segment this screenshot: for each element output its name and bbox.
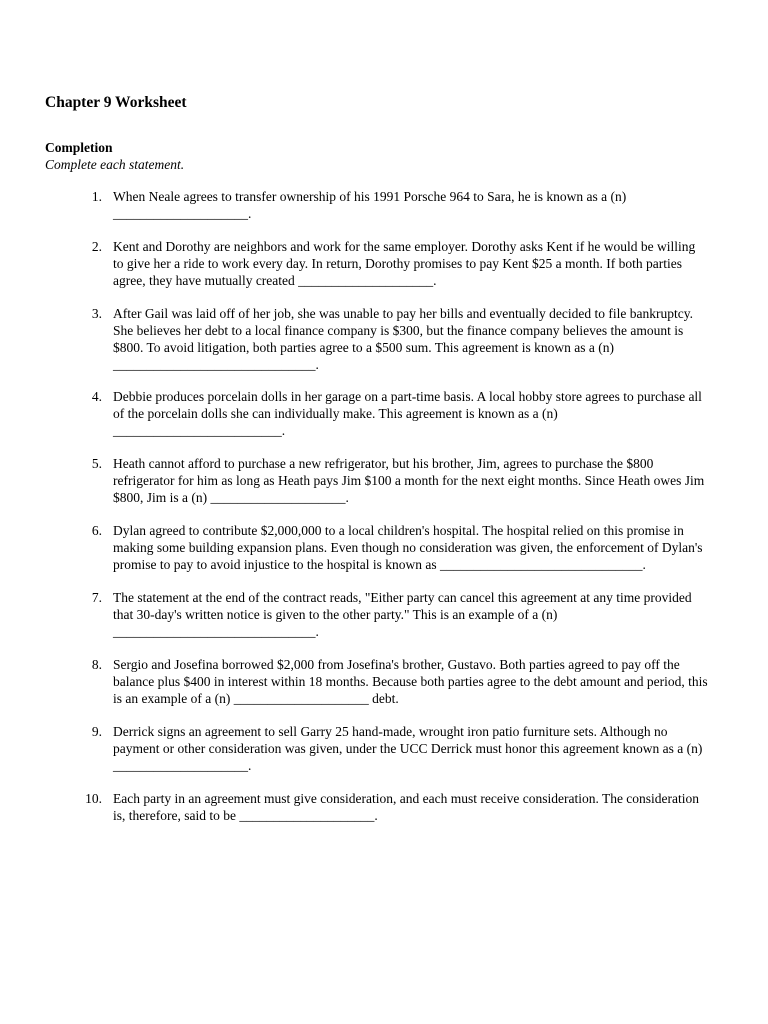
question-number: 1. (91, 189, 102, 204)
question-number: 2. (91, 239, 102, 254)
question-text (113, 188, 725, 222)
question-text (113, 238, 725, 289)
question-line: Sergio and Josefina borrowed $2,000 from Josefina's brother, Gustavo. Both parties agreed to pay off the (113, 657, 680, 672)
question-number: 7. (91, 590, 102, 605)
question-line: that 30-day's written notice is given to the other party." This is an example of a (n) (113, 607, 558, 622)
question-number: 10. (85, 791, 102, 806)
question-line: After Gail was laid off of her job, she was unable to pay her bills and eventually decided to file bankruptcy. (113, 306, 693, 321)
question-line: making some building expansion plans. Even though no consideration was given, the enforcement of Dylan's (113, 540, 703, 555)
question-line: payment or other consideration was given, under the UCC Derrick must honor this agreement known as a (n) (113, 741, 703, 756)
question-line: is an example of a (n) ____________________ debt. (113, 691, 399, 706)
question-text (113, 305, 725, 373)
question-number: 3. (91, 306, 102, 321)
question-line: ____________________. (113, 758, 252, 773)
question-line: agree, they have mutually created ____________________. (113, 273, 437, 288)
question-line: The statement at the end of the contract reads, "Either party can cancel this agreement at any time provided (113, 590, 692, 605)
question-line: of the porcelain dolls she can individually make. This agreement is known as a (n) (113, 406, 558, 421)
question-line: Derrick signs an agreement to sell Garry 25 hand-made, wrought iron patio furniture sets. Although no (113, 724, 668, 739)
question-number: 9. (91, 724, 102, 739)
question-number: 6. (91, 523, 102, 538)
question-line: $800, Jim is a (n) ____________________. (113, 490, 349, 505)
question-line: Heath cannot afford to purchase a new refrigerator, but his brother, Jim, agrees to purchase the $800 (113, 456, 654, 471)
question-line: is, therefore, said to be ____________________. (113, 808, 378, 823)
page-title: Chapter 9 Worksheet (45, 94, 187, 111)
section-instructions: Complete each statement. (45, 157, 185, 172)
question-text (113, 455, 725, 506)
question-line: Kent and Dorothy are neighbors and work for the same employer. Dorothy asks Kent if he would be willing (113, 239, 696, 254)
question-text (113, 790, 725, 824)
question-line: When Neale agrees to transfer ownership of his 1991 Porsche 964 to Sara, he is known as a (n) (113, 189, 627, 204)
question-text (113, 723, 725, 774)
question-line: She believes her debt to a local finance company is $300, but the finance company believes the amount is (113, 323, 684, 338)
section-heading: Completion (45, 140, 113, 155)
question-line: ____________________. (113, 206, 252, 221)
question-text (113, 522, 725, 573)
question-line: ______________________________. (113, 624, 319, 639)
question-line: Dylan agreed to contribute $2,000,000 to a local children's hospital. The hospital relied on this promise in (113, 523, 684, 538)
question-line: Each party in an agreement must give consideration, and each must receive consideration. The consideration (113, 791, 700, 806)
question-line: to give her a ride to work every day. In return, Dorothy promises to pay Kent $25 a month. If both parties (113, 256, 682, 271)
question-line: $800. To avoid litigation, both parties agree to a $500 sum. This agreement is known as a (n) (113, 340, 614, 355)
question-text (113, 388, 725, 439)
question-text (113, 589, 725, 640)
question-line: balance plus $400 in interest within 18 months. Because both parties agree to the debt amount and period, this (113, 674, 708, 689)
question-line: Debbie produces porcelain dolls in her garage on a part-time basis. A local hobby store agrees to purchase all (113, 389, 702, 404)
question-number: 5. (91, 456, 102, 471)
question-line: _________________________. (113, 423, 286, 438)
question-text (113, 656, 725, 707)
question-line: refrigerator for him as long as Heath pays Jim $100 a month for the next eight months. Since Heath owes Jim (113, 473, 705, 488)
question-line: ______________________________. (113, 357, 319, 372)
question-number: 8. (91, 657, 102, 672)
question-number: 4. (91, 389, 102, 404)
question-line: promise to pay to avoid injustice to the hospital is known as ______________________________. (113, 557, 646, 572)
